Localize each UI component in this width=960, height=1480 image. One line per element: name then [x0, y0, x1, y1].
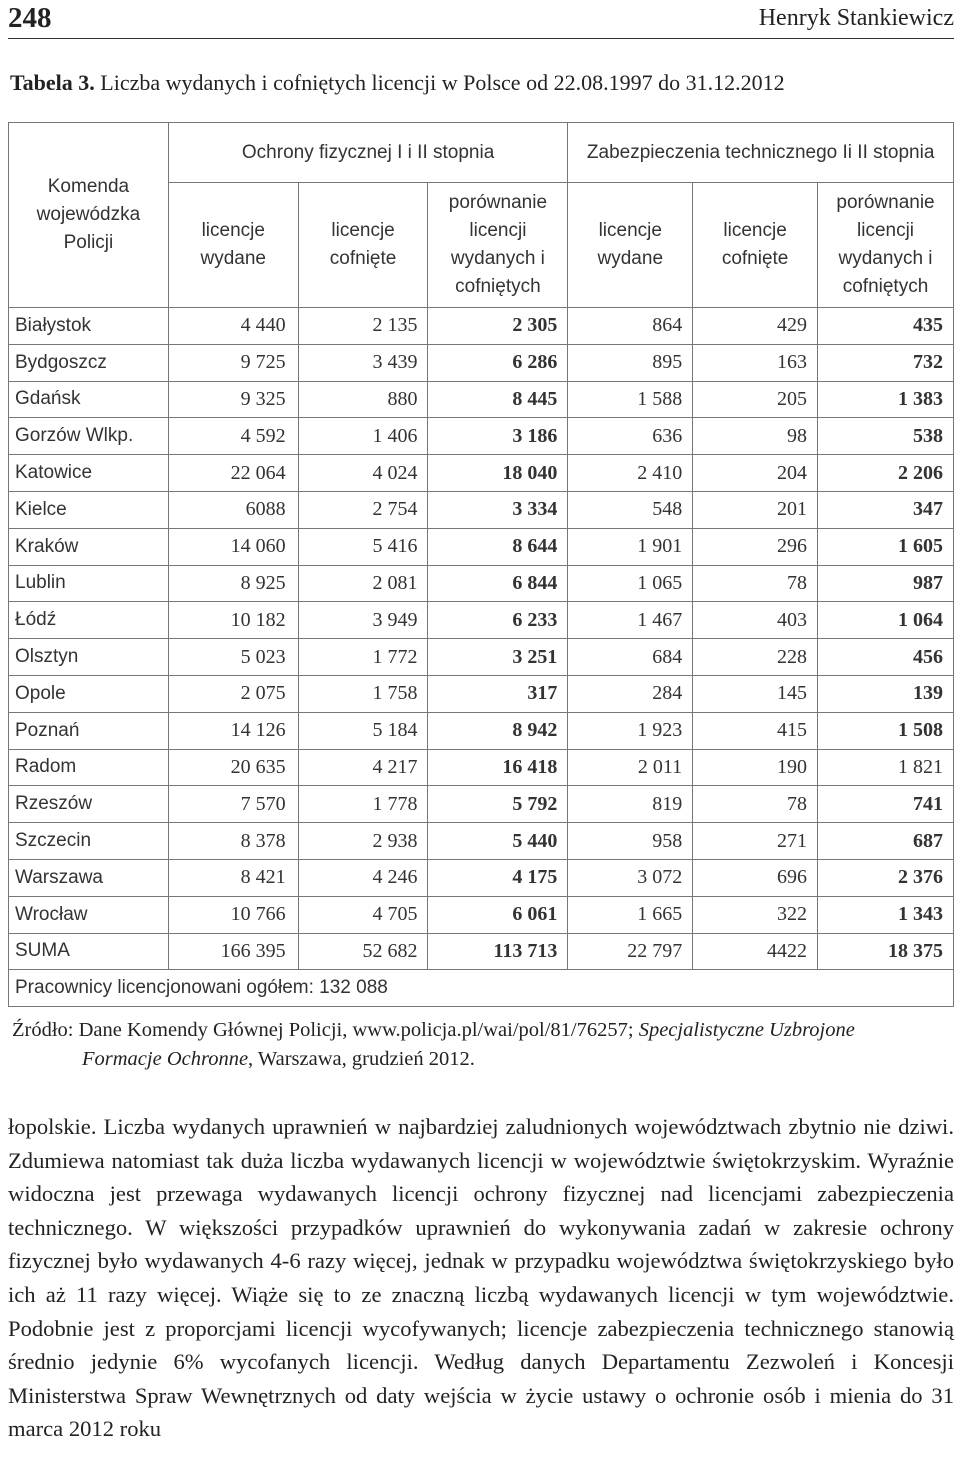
table-row	[9, 344, 954, 381]
value-cell: 1 383	[818, 381, 954, 418]
table-row	[9, 455, 954, 492]
value-cell: 204	[693, 455, 818, 492]
value-cell: 2 938	[298, 823, 428, 860]
value-cell: 4 705	[298, 896, 428, 933]
value-cell: 6 844	[428, 565, 568, 602]
value-cell: 4 217	[298, 749, 428, 786]
value-cell: 78	[693, 565, 818, 602]
table-row	[9, 602, 954, 639]
value-cell: 6 286	[428, 344, 568, 381]
value-cell: 819	[568, 786, 693, 823]
table-row	[9, 491, 954, 528]
header-group-technical: Zabezpieczenia technicznego Ii II stopnia	[568, 123, 954, 183]
value-cell: 5 023	[168, 639, 298, 676]
value-cell: 9 325	[168, 381, 298, 418]
value-cell: 296	[693, 528, 818, 565]
region-name: Poznań	[9, 712, 169, 749]
region-name: Rzeszów	[9, 786, 169, 823]
value-cell: 684	[568, 639, 693, 676]
value-cell: 16 418	[428, 749, 568, 786]
value-cell: 139	[818, 675, 954, 712]
value-cell: 1 588	[568, 381, 693, 418]
value-cell: 895	[568, 344, 693, 381]
value-cell: 113 713	[428, 933, 568, 970]
table-title: Liczba wydanych i cofniętych licencji w Polsce od 22.08.1997 do 31.12.2012	[94, 70, 785, 95]
value-cell: 1 064	[818, 602, 954, 639]
value-cell: 10 182	[168, 602, 298, 639]
value-cell: 8 644	[428, 528, 568, 565]
value-cell: 538	[818, 418, 954, 455]
value-cell: 271	[693, 823, 818, 860]
value-cell: 22 064	[168, 455, 298, 492]
running-head: Henryk Stankiewicz	[758, 5, 954, 31]
value-cell: 4 592	[168, 418, 298, 455]
value-cell: 3 072	[568, 859, 693, 896]
value-cell: 3 251	[428, 639, 568, 676]
value-cell: 8 421	[168, 859, 298, 896]
value-cell: 145	[693, 675, 818, 712]
region-name: SUMA	[9, 933, 169, 970]
table-row	[9, 565, 954, 602]
region-name: Gorzów Wlkp.	[9, 418, 169, 455]
value-cell: 10 766	[168, 896, 298, 933]
value-cell: 732	[818, 344, 954, 381]
value-cell: 3 439	[298, 344, 428, 381]
table-row	[9, 675, 954, 712]
page-number: 248	[8, 2, 52, 34]
value-cell: 18 375	[818, 933, 954, 970]
table-caption	[10, 70, 785, 96]
value-cell: 2 305	[428, 308, 568, 345]
value-cell: 284	[568, 675, 693, 712]
value-cell: 7 570	[168, 786, 298, 823]
value-cell: 1 343	[818, 896, 954, 933]
value-cell: 2 754	[298, 491, 428, 528]
value-cell: 415	[693, 712, 818, 749]
value-cell: 8 378	[168, 823, 298, 860]
value-cell: 8 925	[168, 565, 298, 602]
value-cell: 6 233	[428, 602, 568, 639]
value-cell: 987	[818, 565, 954, 602]
value-cell: 18 040	[428, 455, 568, 492]
value-cell: 1 406	[298, 418, 428, 455]
table-row	[9, 308, 954, 345]
table-row	[9, 933, 954, 970]
value-cell: 636	[568, 418, 693, 455]
value-cell: 3 186	[428, 418, 568, 455]
value-cell: 1 065	[568, 565, 693, 602]
table-row	[9, 896, 954, 933]
header-compare: porównanie licencji wydanych i cofniętych	[428, 183, 568, 308]
header-revoked: licencje cofnięte	[693, 183, 818, 308]
value-cell: 163	[693, 344, 818, 381]
paragraph-text: łopolskie. Liczba wydanych uprawnień w najbardziej zaludnionych województwach zbytnio nie dziwi. Zdumiewa natomiast tak duża liczba wydawanych licencji w województwie świętokrzyskim. Wyraźnie widoczna jest przewaga wydawanych licencji ochrony fizycznej nad licencjami zabezpieczenia technicznego. W większości przypadków uprawnień do wykonywania zadań w zakresie ochrony fizycznej było wydawanych 4-6 razy więcej, jednak w przypadku województwa świętokrzyskiego było ich aż 11 razy więcej. Wiąże się to ze znaczną liczbą wydawanych licencji w tym województwie. Podobnie jest z proporcjami licencji wycofywanych; licencje zabezpieczenia technicznego stanowią średnio jedynie 6% wycofanych licencji. Według danych Departamentu Zezwoleń i Koncesji Ministerstwa Spraw Wewnętrznych od daty wejścia w życie ustawy o ochronie osób i mienia do 31 marca 2012 roku	[8, 1114, 954, 1442]
value-cell: 8 942	[428, 712, 568, 749]
region-name: Łódź	[9, 602, 169, 639]
value-cell: 2 081	[298, 565, 428, 602]
value-cell: 9 725	[168, 344, 298, 381]
value-cell: 1 901	[568, 528, 693, 565]
value-cell: 322	[693, 896, 818, 933]
value-cell: 1 758	[298, 675, 428, 712]
value-cell: 20 635	[168, 749, 298, 786]
source-suffix: , Warszawa, grudzień 2012.	[248, 1048, 475, 1070]
value-cell: 5 792	[428, 786, 568, 823]
header-revoked: licencje cofnięte	[298, 183, 428, 308]
value-cell: 1 665	[568, 896, 693, 933]
value-cell: 1 508	[818, 712, 954, 749]
value-cell: 3 334	[428, 491, 568, 528]
value-cell: 190	[693, 749, 818, 786]
licenses-table	[8, 122, 954, 1007]
table-row	[9, 639, 954, 676]
value-cell: 14 060	[168, 528, 298, 565]
table-footer: Pracownicy licencjonowani ogółem: 132 088	[9, 970, 954, 1007]
value-cell: 6088	[168, 491, 298, 528]
region-name: Bydgoszcz	[9, 344, 169, 381]
value-cell: 8 445	[428, 381, 568, 418]
region-name: Białystok	[9, 308, 169, 345]
value-cell: 22 797	[568, 933, 693, 970]
source-prefix: Źródło: Dane Komendy Głównej Policji, www.policja.pl/wai/pol/81/76257;	[12, 1019, 639, 1041]
table-row	[9, 823, 954, 860]
source-title-part2: Formacje Ochronne	[82, 1048, 249, 1070]
value-cell: 4422	[693, 933, 818, 970]
value-cell: 3 949	[298, 602, 428, 639]
table-row	[9, 749, 954, 786]
value-cell: 205	[693, 381, 818, 418]
value-cell: 228	[693, 639, 818, 676]
value-cell: 1 605	[818, 528, 954, 565]
value-cell: 429	[693, 308, 818, 345]
page-header	[8, 0, 954, 39]
value-cell: 1 778	[298, 786, 428, 823]
region-name: Radom	[9, 749, 169, 786]
header-issued: licencje wydane	[168, 183, 298, 308]
region-name: Wrocław	[9, 896, 169, 933]
body-paragraph	[8, 1110, 954, 1446]
value-cell: 4 246	[298, 859, 428, 896]
value-cell: 6 061	[428, 896, 568, 933]
header-issued: licencje wydane	[568, 183, 693, 308]
value-cell: 1 467	[568, 602, 693, 639]
region-name: Opole	[9, 675, 169, 712]
table-row	[9, 859, 954, 896]
region-name: Szczecin	[9, 823, 169, 860]
value-cell: 403	[693, 602, 818, 639]
value-cell: 864	[568, 308, 693, 345]
value-cell: 52 682	[298, 933, 428, 970]
header-region: Komenda wojewódzka Policji	[9, 123, 169, 308]
table-row	[9, 786, 954, 823]
value-cell: 5 440	[428, 823, 568, 860]
value-cell: 1 772	[298, 639, 428, 676]
region-name: Warszawa	[9, 859, 169, 896]
value-cell: 166 395	[168, 933, 298, 970]
table-row	[9, 418, 954, 455]
value-cell: 958	[568, 823, 693, 860]
value-cell: 548	[568, 491, 693, 528]
value-cell: 317	[428, 675, 568, 712]
table-body	[9, 308, 954, 970]
table-row	[9, 381, 954, 418]
value-cell: 98	[693, 418, 818, 455]
value-cell: 347	[818, 491, 954, 528]
region-name: Kielce	[9, 491, 169, 528]
value-cell: 2 376	[818, 859, 954, 896]
table-row	[9, 528, 954, 565]
value-cell: 687	[818, 823, 954, 860]
region-name: Olsztyn	[9, 639, 169, 676]
value-cell: 2 410	[568, 455, 693, 492]
table-label: Tabela 3.	[10, 70, 95, 95]
header-group-physical: Ochrony fizycznej I i II stopnia	[168, 123, 568, 183]
value-cell: 4 175	[428, 859, 568, 896]
value-cell: 741	[818, 786, 954, 823]
source-note	[12, 1016, 952, 1074]
value-cell: 456	[818, 639, 954, 676]
value-cell: 2 011	[568, 749, 693, 786]
region-name: Gdańsk	[9, 381, 169, 418]
value-cell: 78	[693, 786, 818, 823]
region-name: Lublin	[9, 565, 169, 602]
value-cell: 880	[298, 381, 428, 418]
value-cell: 14 126	[168, 712, 298, 749]
value-cell: 435	[818, 308, 954, 345]
value-cell: 2 135	[298, 308, 428, 345]
value-cell: 696	[693, 859, 818, 896]
value-cell: 2 075	[168, 675, 298, 712]
value-cell: 5 184	[298, 712, 428, 749]
source-title-part1: Specjalistyczne Uzbrojone	[638, 1019, 855, 1041]
value-cell: 201	[693, 491, 818, 528]
header-compare: porównanie licencji wydanych i cofniętych	[818, 183, 954, 308]
value-cell: 4 440	[168, 308, 298, 345]
value-cell: 4 024	[298, 455, 428, 492]
value-cell: 1 923	[568, 712, 693, 749]
table-row	[9, 712, 954, 749]
value-cell: 2 206	[818, 455, 954, 492]
value-cell: 1 821	[818, 749, 954, 786]
region-name: Katowice	[9, 455, 169, 492]
region-name: Kraków	[9, 528, 169, 565]
value-cell: 5 416	[298, 528, 428, 565]
